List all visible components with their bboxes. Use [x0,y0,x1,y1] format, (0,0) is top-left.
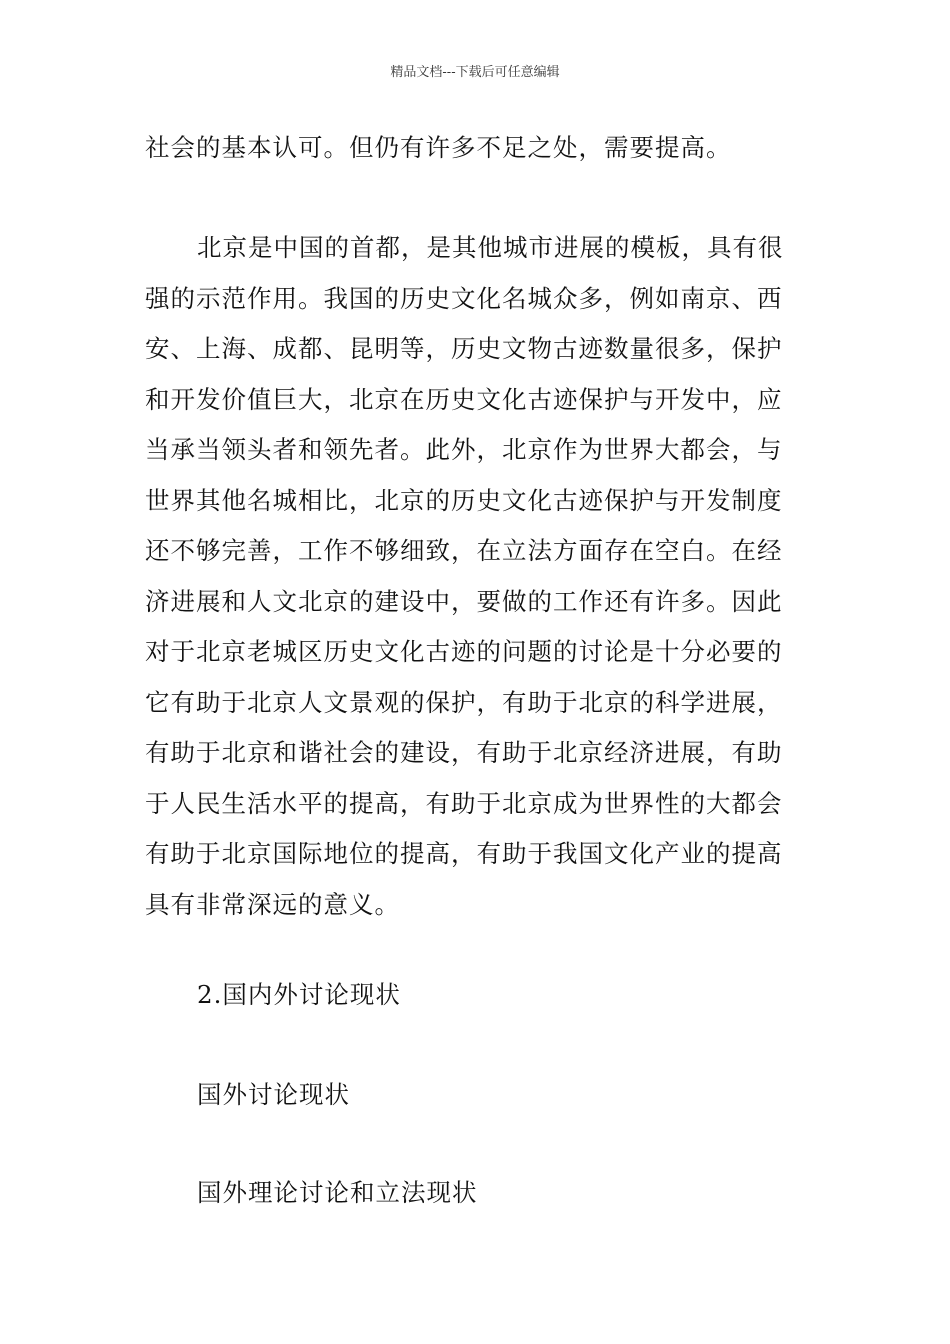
text-line: 具有非常深远的意义。 [145,889,400,919]
heading-foreign-status [145,1070,810,1121]
text-line: 北京是中国的首都，是其他城市进展的模板，具有很 [197,233,784,262]
heading-section-2 [145,970,810,1021]
section-heading: 2.国内外讨论现状 [197,980,401,1009]
text-line: 当承当领头者和领先者。此外，北京作为世界大都会，与 [145,435,783,464]
text-line: 社会的基本认可。但仍有许多不足之处，需要提高。 [145,133,732,162]
text-line: 有助于北京和谐社会的建设，有助于北京经济进展，有助 [145,738,783,767]
text-line: 强的示范作用。我国的历史文化名城众多，例如南京、西 [145,283,783,313]
heading-foreign-theory [145,1168,810,1219]
text-line: 世界其他名城相比，北京的历史文化古迹保护与开发制度 [145,485,783,515]
text-line: 安、上海、成都、昆明等，历史文物古迹数量很多，保护 [145,334,783,363]
text-line: 和开发价值巨大，北京在历史文化古迹保护与开发中，应 [145,384,783,414]
text-line: 有助于北京国际地位的提高，有助于我国文化产业的提高 [145,839,783,868]
subsection-heading: 国外讨论现状 [197,1080,350,1109]
text-line: 对于北京老城区历史文化古迹的问题的讨论是十分必要的 [145,637,783,666]
paragraph-beijing-significance [145,223,810,930]
paragraph-continuation [145,123,810,174]
text-line: 它有助于北京人文景观的保护，有助于北京的科学进展， [145,687,783,717]
text-line: 于人民生活水平的提高，有助于北京成为世界性的大都会 [145,788,783,818]
text-line: 济进展和人文北京的建设中，要做的工作还有许多。因此 [145,586,783,616]
subsection-heading: 国外理论讨论和立法现状 [197,1178,478,1207]
page-header: 精品文档---下载后可任意编辑 [390,65,560,80]
text-line: 还不够完善，工作不够细致，在立法方面存在空白。在经 [145,536,783,565]
